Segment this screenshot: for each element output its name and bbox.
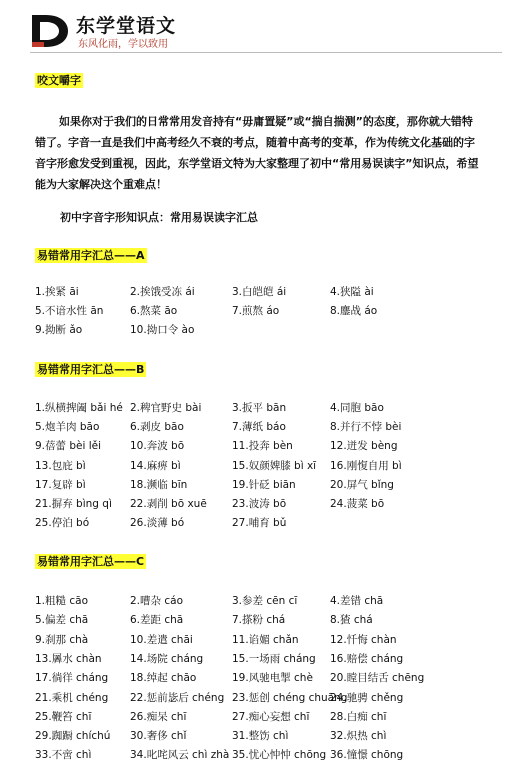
list-item: 31.整饬 chì bbox=[232, 730, 289, 743]
list-item: 23.惩创 chéng chuāng bbox=[232, 691, 348, 704]
list-item: 18.濒临 bīn bbox=[130, 478, 188, 491]
list-item: 4.差错 chā bbox=[330, 595, 384, 607]
list-item: 13.羼水 chàn bbox=[35, 652, 102, 665]
list-item: 20.瞠目结舌 chēng bbox=[330, 672, 425, 685]
list-item: 35.忧心忡忡 chōng bbox=[232, 749, 327, 762]
list-item: 20.屏气 bǐng bbox=[330, 478, 394, 491]
list-item: 8.鏖战 áo bbox=[330, 305, 378, 317]
list-item: 19.针砭 biān bbox=[232, 478, 296, 491]
list-item: 24.菠菜 bō bbox=[330, 498, 385, 510]
logo-icon bbox=[30, 13, 70, 49]
list-item: 9.刹那 chà bbox=[35, 633, 89, 646]
list-item: 15.一场雨 cháng bbox=[232, 652, 316, 665]
list-item: 26.痴呆 chī bbox=[130, 710, 187, 723]
list-item: 5.炮羊肉 bāo bbox=[35, 421, 100, 434]
list-item: 2.稗官野史 bài bbox=[130, 402, 202, 414]
list-item: 15.奴颜婢膝 bì xī bbox=[232, 459, 317, 472]
list-item: 28.白痴 chī bbox=[330, 710, 387, 723]
intro-paragraph: 如果你对于我们的日常常用发音持有“毋庸置疑”或“揣自揣测”的态度，那你就大错特错了。字音一直是我们中高考经久不衰的考点，随着中高考的变革，作为传统文化基础的字音字形愈发受到重视，因此，东学堂语文特为大家整理了初中“常用易误读字”知识点，希望能为大家解决这个重难点！ bbox=[35, 115, 479, 191]
list-item: 17.复辟 bì bbox=[35, 478, 86, 491]
list-item: 10.差遣 chāi bbox=[130, 633, 193, 646]
list-item: 16.赔偿 cháng bbox=[330, 652, 404, 665]
list-item: 11.投奔 bèn bbox=[232, 440, 293, 453]
list-item: 18.绰起 chāo bbox=[130, 672, 197, 685]
section-c-heading: 易错常用字汇总——C bbox=[37, 555, 145, 568]
brand-title: 东学堂语文 bbox=[76, 15, 177, 37]
list-item: 6.熬菜 āo bbox=[130, 305, 178, 317]
list-item: 4.狭隘 ài bbox=[330, 286, 374, 298]
list-item: 10.奔波 bō bbox=[130, 440, 185, 453]
section-b-heading: 易错常用字汇总——B bbox=[37, 363, 145, 376]
list-item: 6.剥皮 bāo bbox=[130, 421, 184, 434]
list-item: 1.挨紧 āi bbox=[35, 286, 79, 298]
intro-subheading: 初中字音字形知识点：常用易误读字汇总 bbox=[60, 211, 258, 224]
list-item: 27.哺育 bǔ bbox=[232, 517, 287, 530]
list-item: 4.同胞 bāo bbox=[330, 402, 384, 414]
list-item: 25.停泊 bó bbox=[35, 517, 90, 530]
brand-slogan: 东风化雨，学以致用 bbox=[78, 39, 168, 50]
list-item: 16.刚愎自用 bì bbox=[330, 459, 402, 472]
list-item: 9.拗断 ǎo bbox=[35, 324, 83, 336]
list-item: 3.白皑皑 ái bbox=[232, 286, 287, 298]
list-item: 7.煎熬 áo bbox=[232, 305, 280, 317]
list-item: 14.麻痹 bì bbox=[130, 459, 181, 472]
list-item: 3.参差 cēn cī bbox=[232, 595, 298, 607]
list-item: 34.叱咤风云 chì zhà bbox=[130, 749, 230, 762]
list-item: 14.场院 cháng bbox=[130, 652, 204, 665]
list-item: 19.风驰电掣 chè bbox=[232, 672, 313, 685]
list-item: 11.谄媚 chǎn bbox=[232, 633, 299, 646]
section-a-heading: 易错常用字汇总——A bbox=[37, 249, 145, 262]
list-item: 2.挨饿受冻 ái bbox=[130, 286, 195, 298]
list-item: 29.踟蹰 chíchú bbox=[35, 730, 111, 743]
list-item: 9.蓓蕾 bèi lěi bbox=[35, 440, 102, 453]
list-item: 30.奢侈 chǐ bbox=[130, 730, 187, 743]
list-item: 5.偏差 chā bbox=[35, 614, 89, 627]
list-item: 21.摒弃 bìng qì bbox=[35, 498, 112, 510]
main-heading: 咬文嚼字 bbox=[37, 74, 81, 87]
list-item: 7.搽粉 chá bbox=[232, 614, 286, 627]
list-item: 23.波涛 bō bbox=[232, 498, 287, 510]
list-item: 24.驰骋 chěng bbox=[330, 691, 404, 704]
list-item: 36.憧憬 chōng bbox=[330, 749, 404, 762]
list-item: 27.痴心妄想 chī bbox=[232, 710, 310, 723]
list-item: 1.纵横捭阖 bǎi hé bbox=[35, 402, 123, 414]
list-item: 8.并行不悖 bèi bbox=[330, 421, 402, 434]
list-item: 32.炽热 chì bbox=[330, 730, 387, 743]
list-item: 13.包庇 bì bbox=[35, 459, 86, 472]
list-item: 21.乘机 chéng bbox=[35, 691, 109, 704]
list-item: 22.惩前毖后 chéng bbox=[130, 691, 225, 704]
list-item: 3.扳平 bān bbox=[232, 402, 287, 414]
list-item: 17.徜徉 cháng bbox=[35, 672, 109, 685]
list-item: 12.迸发 bèng bbox=[330, 440, 398, 453]
list-item: 12.忏悔 chàn bbox=[330, 633, 397, 646]
list-item: 33.不啻 chì bbox=[35, 749, 92, 762]
list-item: 1.粗糙 cāo bbox=[35, 595, 88, 607]
header-divider bbox=[30, 52, 502, 53]
list-item: 25.鞭笞 chī bbox=[35, 710, 92, 723]
list-item: 22.剥削 bō xuē bbox=[130, 498, 207, 510]
list-item: 2.嘈杂 cáo bbox=[130, 595, 183, 607]
list-item: 5.不谙水性 ān bbox=[35, 305, 104, 317]
list-item: 6.差距 chā bbox=[130, 614, 184, 627]
list-item: 26.淡薄 bó bbox=[130, 517, 185, 530]
page-header bbox=[0, 0, 532, 60]
list-item: 10.拗口令 ào bbox=[130, 324, 195, 336]
list-item: 8.猹 chá bbox=[330, 614, 373, 627]
list-item: 7.薄纸 báo bbox=[232, 421, 286, 434]
